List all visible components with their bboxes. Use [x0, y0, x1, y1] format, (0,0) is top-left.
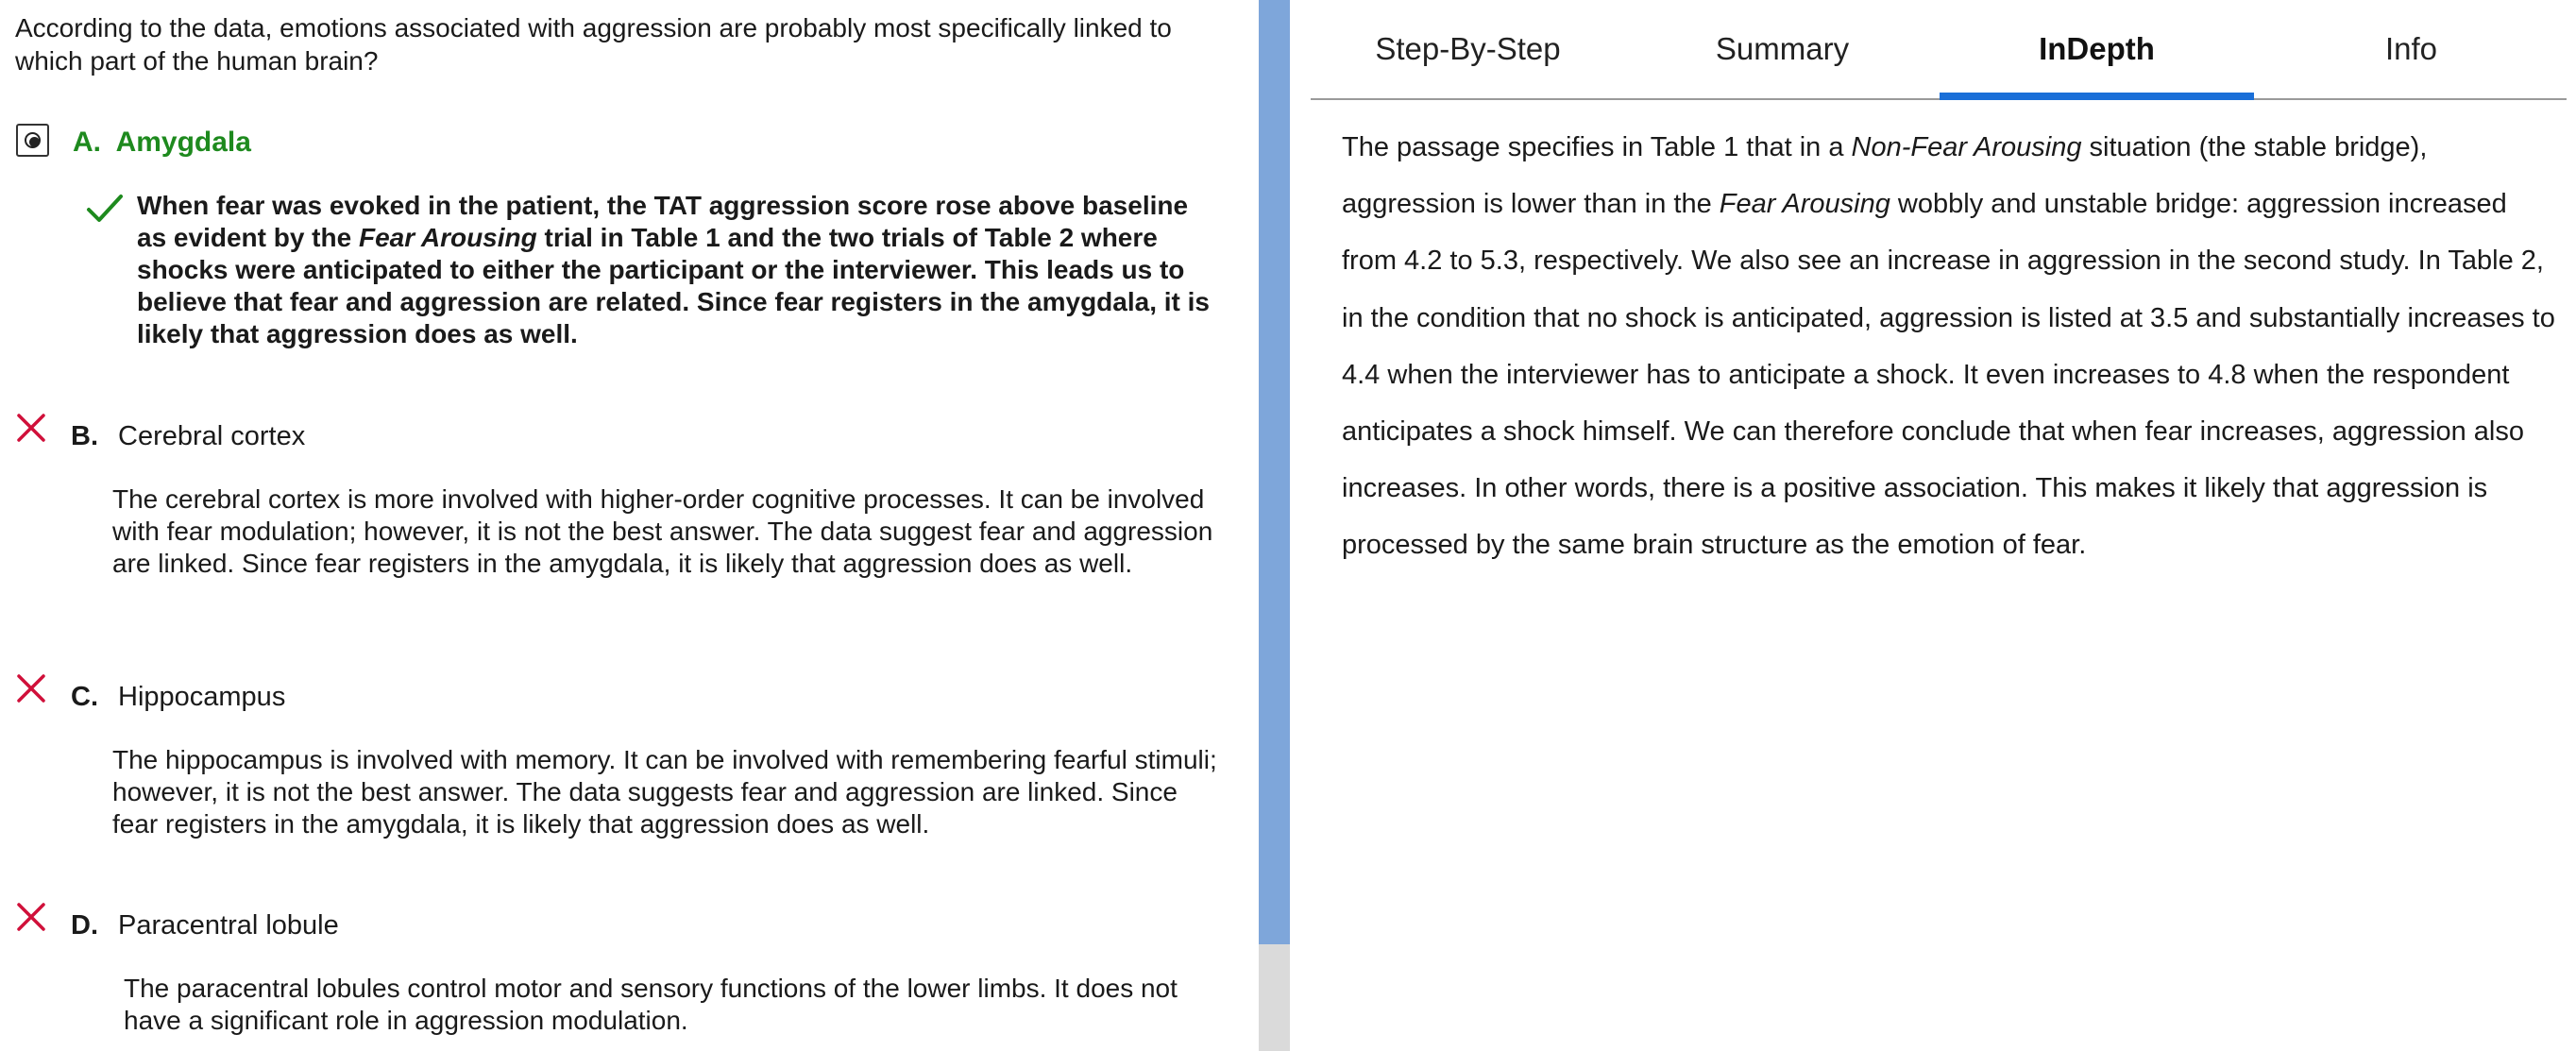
tab-step-by-step[interactable]: Step-By-Step	[1375, 31, 1561, 66]
x-mark-icon	[15, 901, 47, 933]
x-mark-icon	[15, 672, 47, 704]
radio-selected-icon[interactable]	[16, 124, 49, 157]
scrollbar-thumb[interactable]	[1259, 0, 1290, 944]
tab-bar	[1311, 0, 2567, 100]
choice-a-explanation: When fear was evoked in the patient, the TAT aggression score rose above baseline as evident by the Fear Arousing trial in Table 1 and the two trials of Table 2 where shocks were anticipated to either the participant or the interviewer. This leads us to believe that fear and aggression are related. Since fear registers in the amygdala, it is likely that aggression does as well.	[137, 191, 1210, 348]
choice-text: Hippocampus	[118, 682, 286, 712]
choice-letter: B.	[71, 421, 98, 451]
choice-letter: C.	[71, 682, 98, 712]
question-text: According to the data, emotions associated with aggression are probably most specifically linked to which part of the human brain?	[15, 13, 1172, 76]
choice-text: Paracentral lobule	[118, 910, 339, 941]
choice-c-explanation: The hippocampus is involved with memory. It can be involved with remembering fearful stimuli; however, it is not the best answer. The data suggests fear and aggression are linked. Since fear registers in the amygdala, it is likely that aggression does as well.	[112, 745, 1217, 839]
choice-text: Cerebral cortex	[118, 421, 306, 451]
explanation-tabs-pane	[1290, 0, 2576, 1051]
choice-text: Amygdala	[115, 127, 251, 158]
choice-d-explanation: The paracentral lobules control motor and sensory functions of the lower limbs. It does not have a significant role in aggression modulation.	[124, 974, 1178, 1035]
answer-explanations-pane	[0, 0, 1259, 1051]
tab-indepth[interactable]: InDepth	[1940, 0, 2254, 98]
indepth-explanation: The passage specifies in Table 1 that in a Non-Fear Arousing situation (the stable bridge), aggression is lower than in the Fear Arousing wobbly and unstable bridge: aggression increased from 4.2 to 5.3, respectively. We also see an increase in aggression in the second study. In Table 2, in the condition that no shock is anticipated, aggression is listed at 3.5 and substantially increases to 4.4 when the interviewer has to anticipate a shock. It even increases to 4.8 when the respondent anticipates a shock himself. We can therefore conclude that when fear increases, aggression also increases. In other words, there is a positive association. This makes it likely that aggression is processed by the same brain structure as the emotion of fear.	[1342, 132, 2555, 561]
choice-letter: A.	[73, 127, 101, 158]
choice-a-label	[73, 127, 251, 159]
checkmark-icon	[86, 193, 124, 225]
choice-letter: D.	[71, 910, 98, 941]
x-mark-icon	[15, 412, 47, 444]
tab-info[interactable]: Info	[2384, 31, 2438, 66]
pane-scrollbar[interactable]	[1259, 0, 1290, 1051]
choice-b-explanation: The cerebral cortex is more involved with higher-order cognitive processes. It can be involved with fear modulation; however, it is not the best answer. The data suggest fear and aggression are linked. Since fear registers in the amygdala, it is likely that aggression does as well.	[112, 484, 1213, 578]
tab-summary[interactable]: Summary	[1715, 31, 1850, 66]
